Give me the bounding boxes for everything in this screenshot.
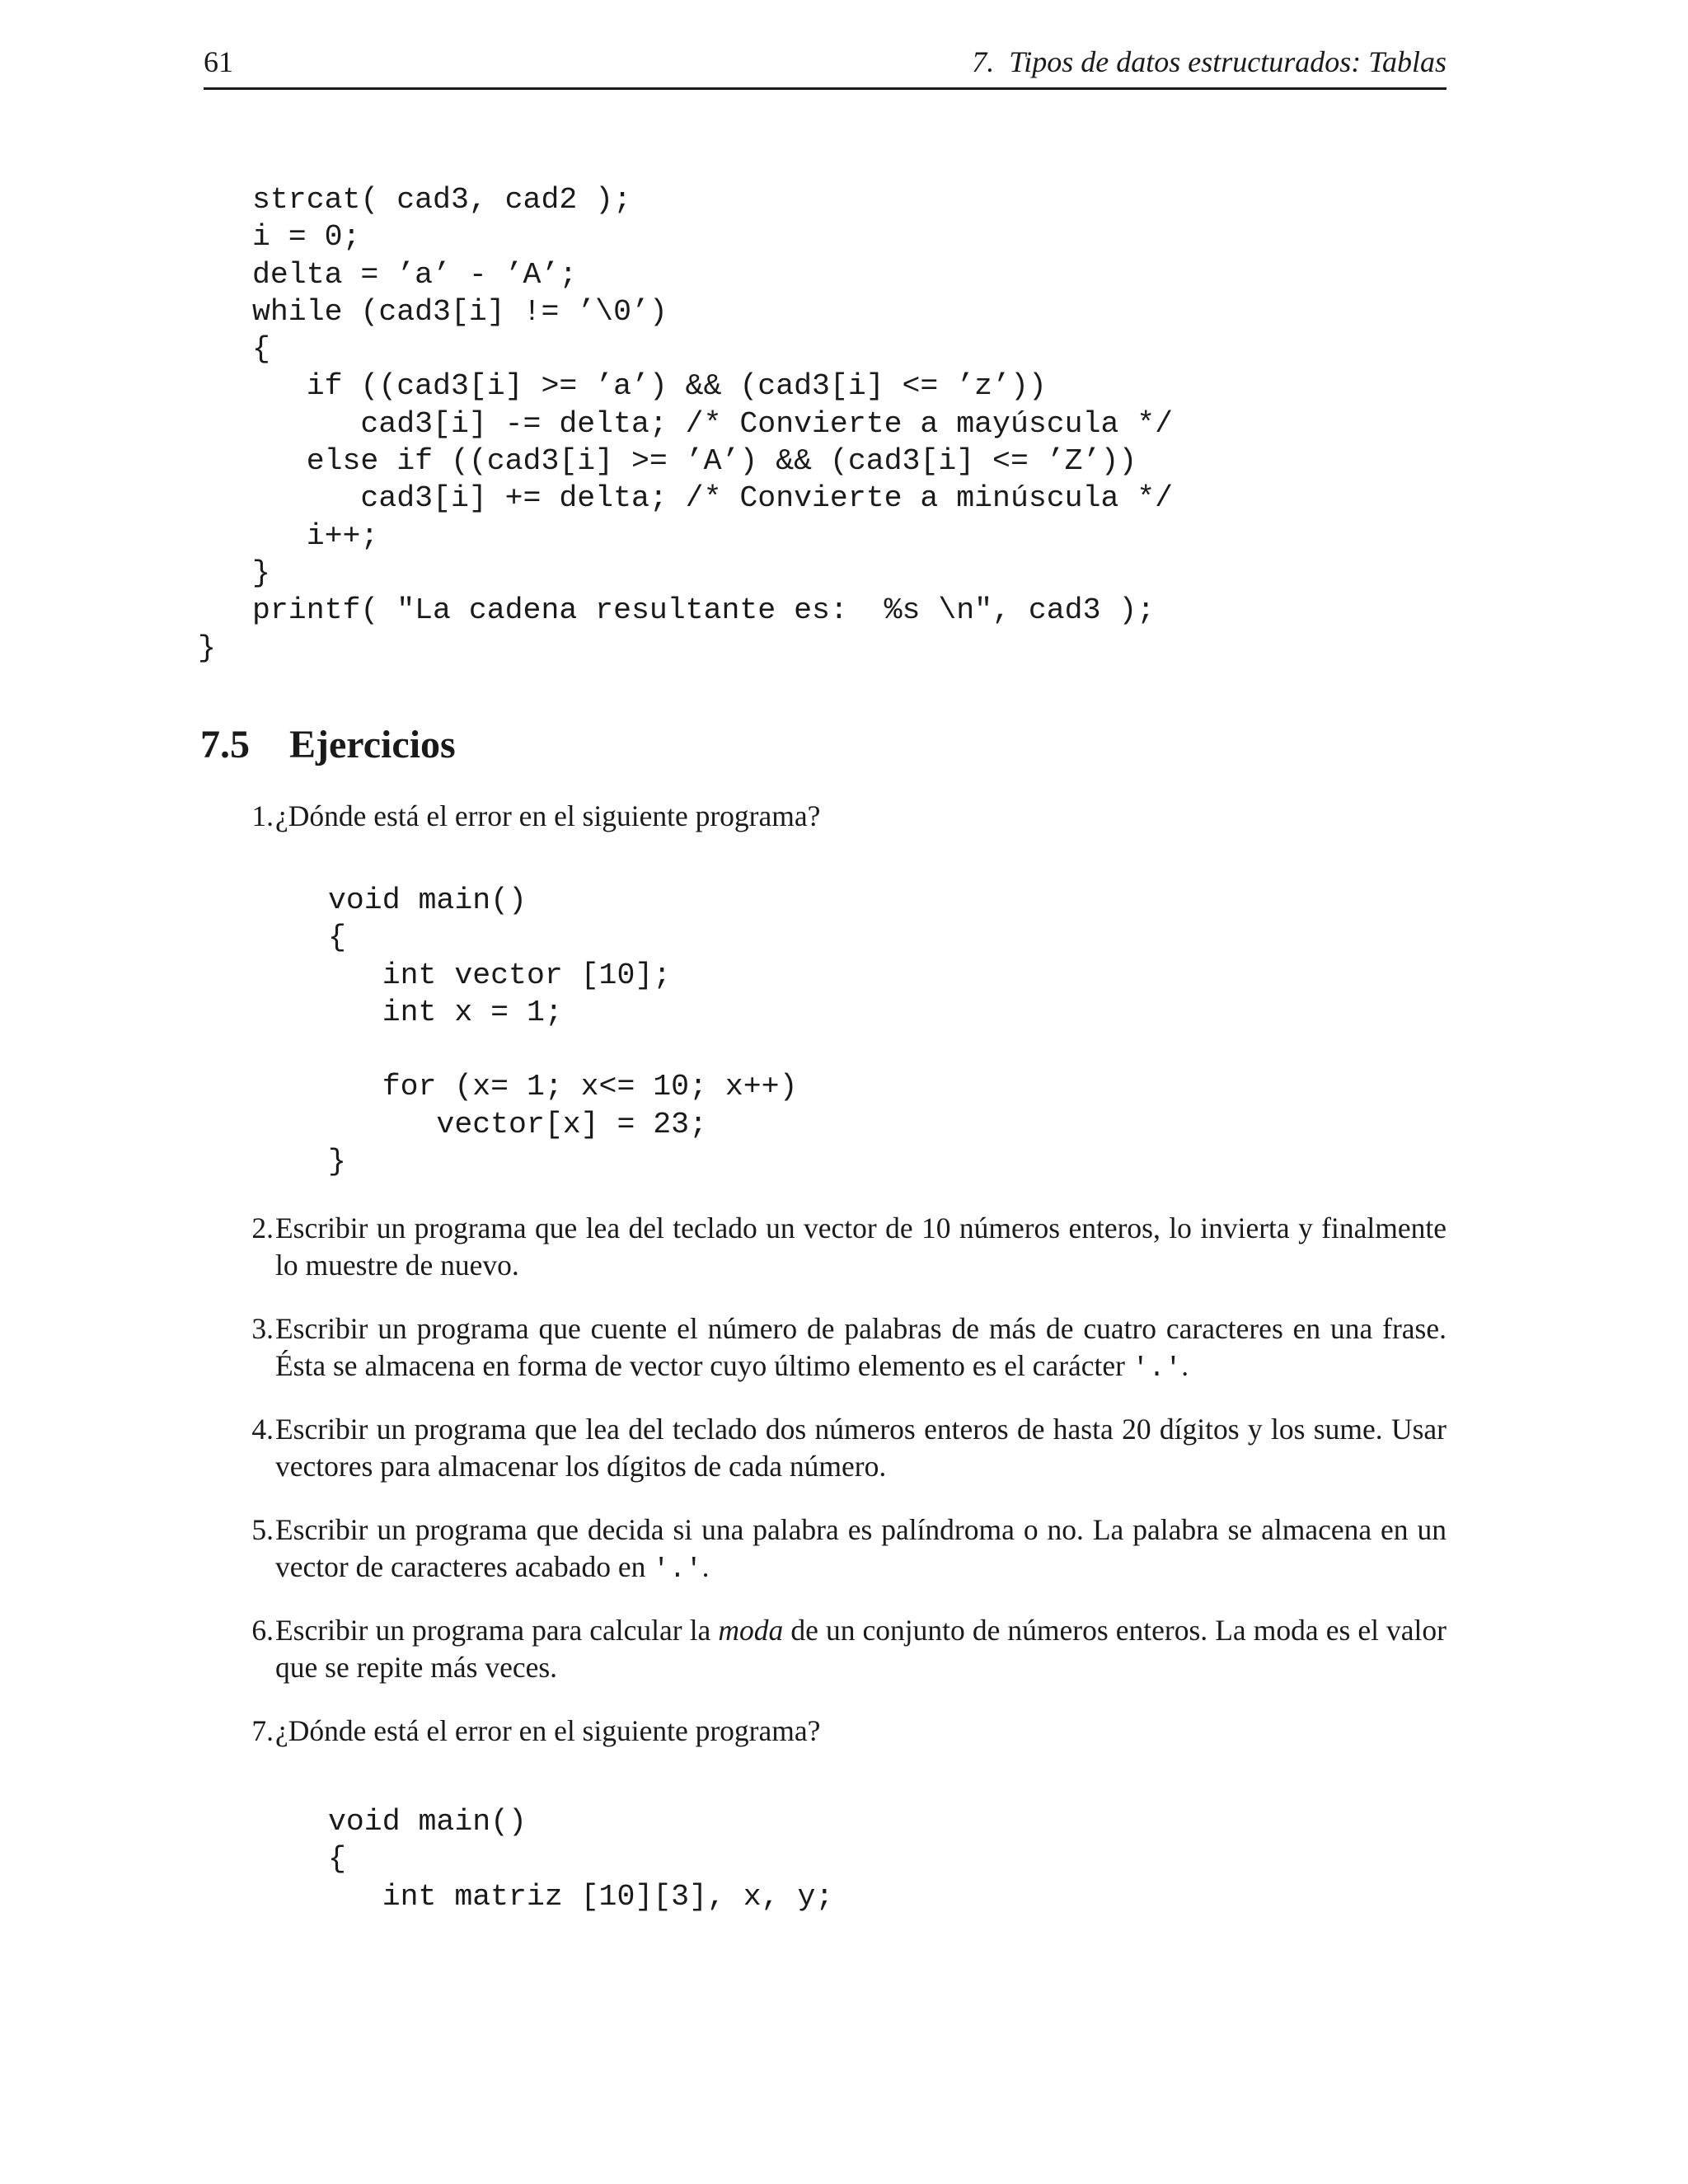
inline-code: '.' (653, 1554, 702, 1585)
running-title: 7. Tipos de datos estructurados: Tablas (972, 45, 1447, 78)
section-title: Ejercicios (289, 723, 456, 766)
exercise-text (275, 1310, 1447, 1387)
exercise-number: 2. (251, 1212, 274, 1244)
code-line: i = 0; (252, 220, 361, 255)
code-line (328, 1031, 798, 1068)
code-line: int matriz [10][3], x, y; (328, 1879, 834, 1914)
exercise-text-part: . (1181, 1349, 1189, 1382)
exercise-item (223, 1210, 1447, 1284)
code-line: for (x= 1; x<= 10; x++) (328, 1070, 798, 1104)
exercise-item (223, 1411, 1447, 1485)
code-line: { (328, 1842, 346, 1877)
code-line: i++; (252, 518, 379, 553)
exercise-text-part: Escribir un programa que decida si una palabra es palíndroma o no. La palabra se almacena en un vector de caracteres acabado en (275, 1513, 1447, 1583)
exercise-text: ¿Dónde está el error en el siguiente programa? (275, 799, 821, 832)
code-block-exercise-1 (328, 882, 798, 1180)
exercise-number: 7. (251, 1714, 274, 1747)
code-line: else if ((cad3[i] >= ’A’) && (cad3[i] <= ’Z’)) (252, 444, 1137, 479)
code-line: cad3[i] += delta; /* Convierte a minúscula */ (252, 481, 1174, 516)
code-line: { (252, 332, 270, 367)
code-line: void main() (328, 883, 527, 917)
exercise-number: 3. (251, 1312, 274, 1345)
exercise-text (275, 1612, 1447, 1686)
section-heading (200, 722, 456, 767)
code-line: strcat( cad3, cad2 ); (252, 183, 631, 217)
exercise-text-part: de un conjunto de números enteros. La moda es el valor que se repite más veces. (275, 1614, 1447, 1684)
code-line: } (252, 555, 270, 590)
exercise-number: 5. (251, 1513, 274, 1546)
exercise-text: ¿Dónde está el error en el siguiente programa? (275, 1714, 821, 1747)
exercise-item (223, 798, 1447, 835)
code-line: vector[x] = 23; (328, 1107, 707, 1141)
page-header (204, 41, 1447, 90)
inline-code: '.' (1132, 1353, 1182, 1384)
exercise-text-part: . (701, 1550, 710, 1583)
code-line: cad3[i] -= delta; /* Convierte a mayúscula */ (252, 406, 1174, 441)
exercise-number: 4. (251, 1413, 274, 1446)
code-block-top (198, 181, 1174, 667)
code-line: { (328, 921, 346, 955)
code-line: printf( "La cadena resultante es: %s \n", cad3 ); (252, 593, 1156, 628)
exercise-text (275, 1511, 1447, 1588)
exercise-text: Escribir un programa que lea del teclado dos números enteros de hasta 20 dígitos y los sume. Usar vectores para almacenar los dígitos de cada número. (275, 1413, 1447, 1483)
code-line: if ((cad3[i] >= ’a’) && (cad3[i] <= ’z’)) (252, 369, 1047, 404)
exercise-number: 6. (251, 1614, 274, 1647)
code-line: void main() (328, 1805, 527, 1839)
exercise-item (223, 1511, 1447, 1588)
code-line: while (cad3[i] != ’\0’) (252, 294, 668, 329)
code-line: int vector [10]; (328, 958, 672, 992)
exercise-item (223, 1713, 1447, 1750)
code-line-closing-brace: } (198, 630, 216, 665)
exercise-text-part: Escribir un programa que cuente el número de palabras de más de cuatro caracteres en una frase. Ésta se almacena en forma de vector cuyo último elemento es el carácter (275, 1312, 1447, 1382)
section-number: 7.5 (200, 723, 250, 766)
exercise-text: Escribir un programa que lea del teclado un vector de 10 números enteros, lo invierta y finalmente lo muestre de nuevo. (275, 1212, 1447, 1282)
code-line: } (328, 1145, 346, 1179)
emphasized-word: moda (718, 1614, 784, 1647)
exercise-number: 1. (251, 799, 274, 832)
code-block-exercise-7 (328, 1803, 833, 1915)
page-number: 61 (204, 45, 233, 78)
exercise-text-part: Escribir un programa para calcular la (275, 1614, 719, 1647)
exercise-item (223, 1310, 1447, 1387)
code-line: int x = 1; (328, 995, 563, 1029)
code-line: delta = ’a’ - ’A’; (252, 257, 578, 292)
exercise-item (223, 1612, 1447, 1686)
